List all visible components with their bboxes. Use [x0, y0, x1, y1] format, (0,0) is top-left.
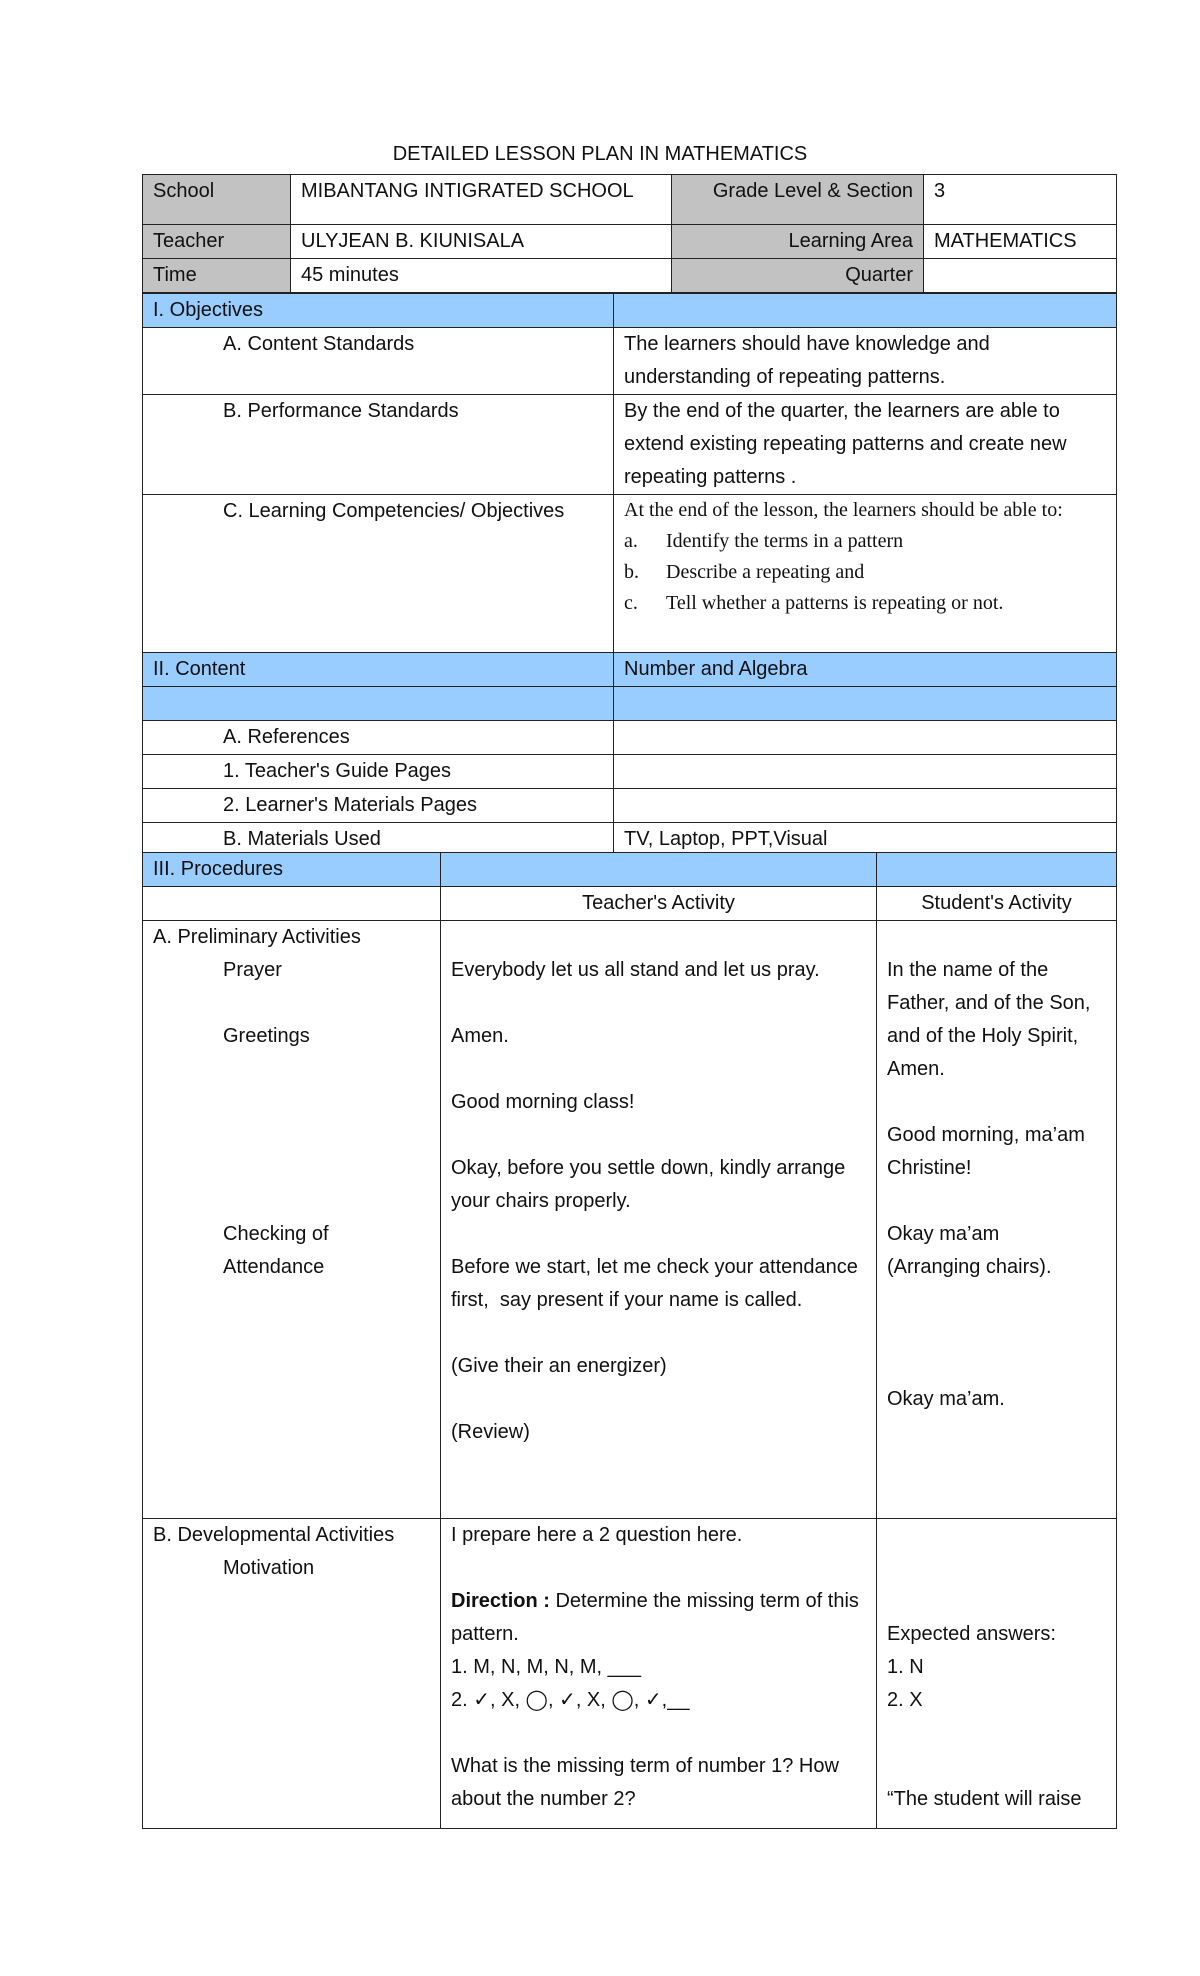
pattern-item-2: 2. ✓, X, ◯, ✓, X, ◯, ✓,__: [451, 1689, 690, 1711]
blank-blue-cell: [441, 853, 877, 887]
prayer-label: Prayer: [223, 959, 282, 981]
references-label: A. References: [143, 721, 614, 755]
competencies-list: [624, 526, 1106, 619]
time-value: 45 minutes: [291, 259, 672, 293]
prelim-student-activity: In the name of the Father, and of the Son, and of the Holy Spirit, Amen. Good morning, ma’am Christine! Okay ma’am (Arranging chairs). Okay ma’am.: [877, 921, 1117, 1519]
procedures-heading: III. Procedures: [143, 853, 441, 887]
dev-activities-cell: [143, 1519, 441, 1829]
motivation-label: Motivation: [223, 1557, 315, 1579]
objectives-table: [142, 293, 1117, 857]
greetings-label: Greetings: [223, 1025, 310, 1047]
area-value: MATHEMATICS: [924, 225, 1117, 259]
blank-blue-cell: [877, 853, 1117, 887]
performance-standards-label: B. Performance Standards: [143, 395, 614, 495]
references-value: [614, 721, 1117, 755]
direction-text: [451, 1585, 866, 1651]
lm-pages-label: 2. Learner's Materials Pages: [143, 789, 614, 823]
quarter-value: [924, 259, 1117, 293]
list-item: a. Identify the terms in a pattern: [624, 530, 904, 552]
lm-pages-value: [614, 789, 1117, 823]
materials-label: B. Materials Used: [143, 823, 614, 857]
direction-label: Direction :: [451, 1590, 550, 1612]
dev-student-activity: [877, 1519, 1117, 1829]
content-heading: II. Content: [143, 653, 614, 687]
dev-question: What is the missing term of number 1? How about the number 2?: [451, 1755, 839, 1810]
checking-label-line1: Checking of: [223, 1223, 329, 1245]
expected-answers-label: Expected answers:: [887, 1623, 1056, 1645]
blank-blue-cell: [614, 687, 1117, 721]
competencies-label: C. Learning Competencies/ Objectives: [143, 495, 614, 653]
teacher-activity-header: Teacher's Activity: [441, 887, 877, 921]
student-activity-header: Student's Activity: [877, 887, 1117, 921]
prelim-activities-cell: [143, 921, 441, 1519]
time-label: Time: [143, 259, 291, 293]
answer-2: 2. X: [887, 1689, 923, 1711]
list-item: b. Describe a repeating and: [624, 561, 865, 583]
blank-cell: [143, 887, 441, 921]
area-label: Learning Area: [672, 225, 924, 259]
answer-1: 1. N: [887, 1656, 924, 1678]
grade-value: 3: [924, 175, 1117, 225]
teacher-label: Teacher: [143, 225, 291, 259]
materials-value: TV, Laptop, PPT,Visual: [614, 823, 1117, 857]
direction-body: Determine the missing term of this pattern.: [451, 1590, 859, 1645]
prelim-teacher-activity: Everybody let us all stand and let us pray. Amen. Good morning class! Okay, before you settle down, kindly arrange your chairs properly. Before we start, let me check your attendance first, say present if your name is called. (Give their an energizer) (Review): [441, 921, 877, 1519]
prelim-label: A. Preliminary Activities: [153, 926, 361, 948]
content-value: Number and Algebra: [614, 653, 1117, 687]
dev-label: B. Developmental Activities: [153, 1524, 395, 1546]
tg-pages-value: [614, 755, 1117, 789]
school-value: MIBANTANG INTIGRATED SCHOOL: [291, 175, 672, 225]
tg-pages-label: 1. Teacher's Guide Pages: [143, 755, 614, 789]
blank-blue-cell: [143, 687, 614, 721]
content-standards-value: The learners should have knowledge and understanding of repeating patterns.: [614, 328, 1117, 395]
list-item: c. Tell whether a patterns is repeating or not.: [624, 592, 1004, 614]
document-title: DETAILED LESSON PLAN IN MATHEMATICS: [392, 143, 808, 165]
content-standards-label: A. Content Standards: [143, 328, 614, 395]
competencies-intro: At the end of the lesson, the learners should be able to:: [624, 499, 1063, 521]
pattern-item-1: 1. M, N, M, N, M, ___: [451, 1656, 642, 1678]
student-raise-text: “The student will raise: [887, 1788, 1082, 1810]
objectives-heading: I. Objectives: [143, 294, 614, 328]
objectives-heading-blank: [614, 294, 1117, 328]
quarter-label: Quarter: [672, 259, 924, 293]
procedures-table: [142, 852, 1117, 1829]
header-table: [142, 174, 1117, 293]
competencies-value: [614, 495, 1117, 653]
performance-standards-value: By the end of the quarter, the learners are able to extend existing repeating patterns and create new repeating patterns .: [614, 395, 1117, 495]
dev-intro: I prepare here a 2 question here.: [451, 1524, 743, 1546]
dev-teacher-activity: [441, 1519, 877, 1829]
school-label: School: [143, 175, 291, 225]
grade-label: Grade Level & Section: [672, 175, 924, 225]
checking-label-line2: Attendance: [223, 1256, 325, 1278]
teacher-value: ULYJEAN B. KIUNISALA: [291, 225, 672, 259]
